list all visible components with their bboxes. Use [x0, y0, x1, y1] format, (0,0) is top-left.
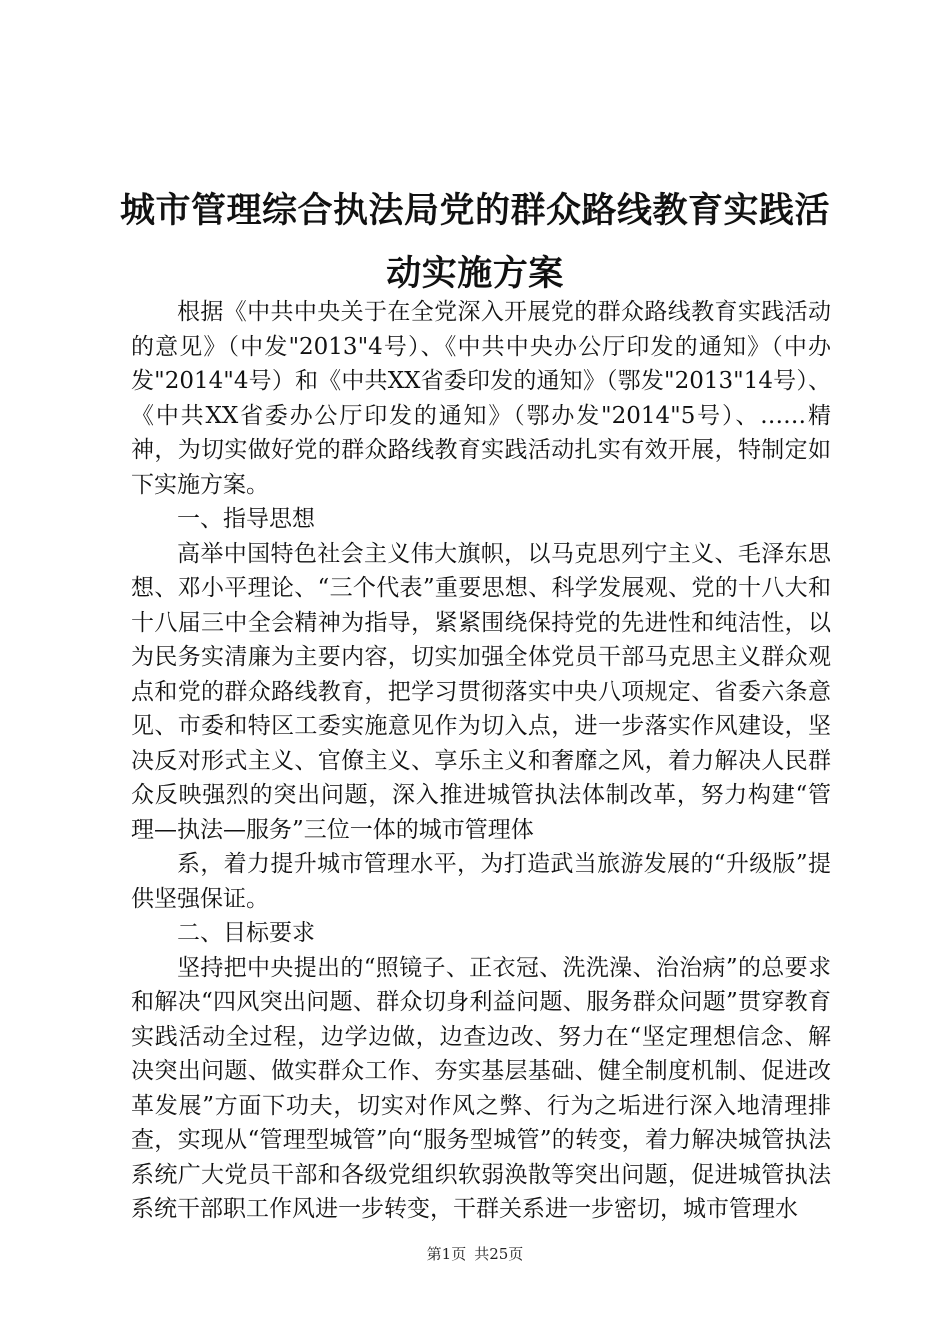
section-heading-goals: 二、目标要求: [177, 920, 315, 946]
page-footer: [0, 1243, 950, 1264]
paragraph-goals: 坚持把中央提出的“照镜子、正衣冠、洗洗澡、治治病”的总要求和解决“四风突出问题、群众切身利益问题、服务群众问题”贯穿教育实践活动全过程，边学边做，边查边改、努力在“坚定理想信念、解决突出问题、做实群众工作、夯实基层基础、健全制度机制、促进改革发展”方面下功夫，切实对作风之弊、行为之垢进行深入地清理排查，实现从“管理型城管”向“服务型城管”的转变，着力解决城管执法系统广大党员干部和各级党组织软弱涣散等突出问题，促进城管执法系统干部职工作风进一步转变，干群关系进一步密切，城市管理水: [131, 954, 831, 1222]
document-body: [131, 295, 831, 1227]
page-total: 共25页: [474, 1245, 524, 1263]
paragraph-guiding-ideology: 高举中国特色社会主义伟大旗帜，以马克思列宁主义、毛泽东思想、邓小平理论、“三个代表”重要思想、科学发展观、党的十八大和十八届三中全会精神为指导，紧紧围绕保持党的先进性和纯洁性，以为民务实清廉为主要内容，切实加强全体党员干部马克思主义群众观点和党的群众路线教育，把学习贯彻落实中央八项规定、省委六条意见、市委和特区工委实施意见作为切入点，进一步落实作风建设，坚决反对形式主义、官僚主义、享乐主义和奢靡之风，着力解决人民群众反映强烈的突出问题，深入推进城管执法体制改革，努力构建“管理—执法—服务”三位一体的城市管理体: [131, 540, 831, 843]
paragraph-intro: 根据《中共中央关于在全党深入开展党的群众路线教育实践活动的意见》（中发"2013"4号）、《中共中央办公厅印发的通知》（中办发"2014"4号）和《中共XX省委印发的通知》（鄂发"2013"14号）、《中共XX省委办公厅印发的通知》（鄂办发"2014"5号）、……精神，为切实做好党的群众路线教育实践活动扎实有效开展，特制定如下实施方案。: [131, 299, 831, 498]
section-heading-guiding-ideology: 一、指导思想: [177, 506, 315, 532]
document-title: 城市管理综合执法局党的群众路线教育实践活动实施方案: [120, 191, 831, 294]
page-number: 第1页: [426, 1245, 467, 1263]
paragraph-guiding-ideology-continued: 系，着力提升城市管理水平，为打造武当旅游发展的“升级版”提供坚强保证。: [131, 851, 831, 912]
